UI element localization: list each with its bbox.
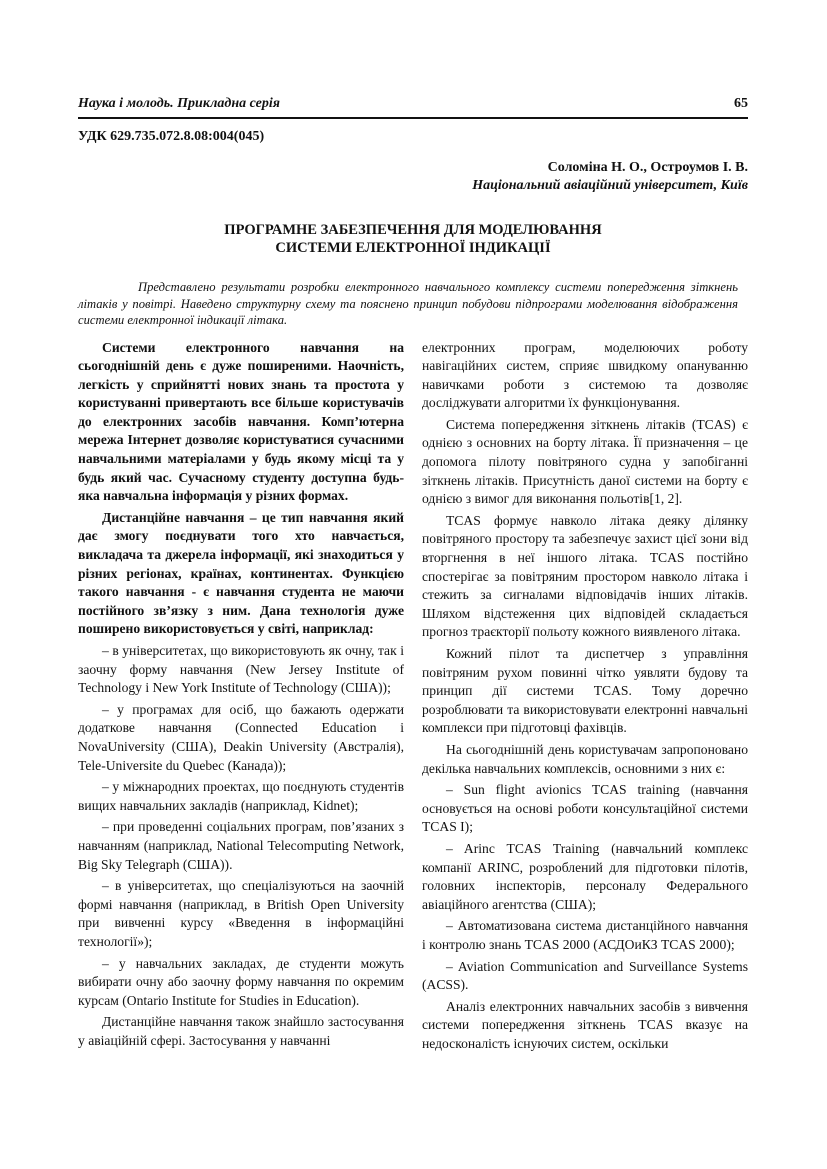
paragraph: На сьогоднішній день користувачам запропоновано декілька навчальних комплексів, основними з них є:: [422, 741, 748, 776]
list-item: – Aviation Communication and Surveillance Systems (ACSS).: [422, 958, 748, 993]
title-line-2: СИСТЕМИ ЕЛЕКТРОННОЇ ІНДИКАЦІЇ: [275, 240, 551, 256]
paragraph: Система попередження зіткнень літаків (TCAS) є однією з основних на борту літака. Її призначення – це допомога пілоту повітряного судна у запобіганні зіткнень літаків. Присутність даної системи на борту є однією з вимог для виконання польотів[1, 2].: [422, 416, 748, 507]
author-names: Соломіна Н. О., Остроумов І. В.: [547, 160, 748, 175]
page-number: 65: [734, 96, 748, 111]
authors-block: [78, 159, 748, 195]
list-item: – при проведенні соціальних програм, пов’язаних з навчанням (наприклад, National Telecomputing Network, Big Sky Telegraph (США)).: [78, 819, 404, 872]
paragraph: Системи електронного навчання на сьогоднішній день є дуже поширеними. Наочність, легкість у сприйнятті нових знань та простота у користуванні привертають все більше користувачів до електронних засобів навчання. Комп’ютерна мережа Інтернет дозволяє користуватися сучасними навчальними матеріалами у будь якому місці та у будь який час. Сучасному студенту доступна будь-яка навчальна інформація у різних формах.: [78, 339, 404, 504]
paragraph: Дистанційне навчання також знайшло застосування у авіаційній сфері. Застосування у навчанні: [78, 1014, 404, 1048]
list-item: – Arinc TCAS Training (навчальний комплекс компанії ARINC, розроблений для підготовки пілотів, головних інспекторів, персоналу Федерального авіаційного агентства (США);: [422, 840, 748, 912]
author-affiliation: Національний авіаційний університет, Київ: [472, 178, 748, 193]
paragraph: TCAS формує навколо літака деяку ділянку повітряного простору та забезпечує захист цієї зони від вторгнення в неї іншого літака. TCAS постійно спостерігає за повітряним простором навколо літака і стежить за сигналами відповідачів інших літаків. Шляхом відстеження цих відповідей складається прогноз траєкторії польоту кожного виявленого літака.: [422, 512, 748, 640]
udc-code: УДК 629.735.072.8.08:004(045): [78, 129, 265, 144]
list-item: – у програмах для осіб, що бажають одержати додаткове навчання (Connected Education і NovaUniversity (США), Deakin University (Австралія), Tele-Universite du Quebec (Канада));: [78, 701, 404, 773]
paragraph: Кожний пілот та диспетчер з управління повітряним рухом повинні чітко уявляти будову та принцип дії системи TCAS. Тому доречно розроблювати та використовувати електронні навчальні комплекси при підготовці фахівців.: [422, 646, 748, 736]
abstract: Представлено результати розробки електронного навчального комплексу системи попередження зіткнень літаків у повітрі. Наведено структурну схему та пояснено принцип побудови підпрограми моделювання відображення системи електронної індикації літака.: [78, 280, 738, 327]
title-line-1: ПРОГРАМНЕ ЗАБЕЗПЕЧЕННЯ ДЛЯ МОДЕЛЮВАННЯ: [224, 222, 602, 238]
left-column: [78, 339, 404, 1057]
paragraph: Аналіз електронних навчальних засобів з вивчення системи попередження зіткнень TCAS вказує на недосконалість існуючих систем, оскільки: [422, 998, 748, 1051]
paper-title: [78, 221, 748, 257]
list-item: – в університетах, що використовують як очну, так і заочну форму навчання (New Jersey Institute of Technology і New York Institute of Technology (США));: [78, 643, 404, 696]
page: [78, 96, 748, 1056]
list-item: – у міжнародних проектах, що поєднують студентів вищих навчальних закладів (наприклад, Kidnet);: [78, 779, 404, 813]
body-columns: [78, 339, 748, 1057]
paragraph: Дистанційне навчання – це тип навчання який дає змогу поєднувати того хто навчається, викладача та джерела інформації, які знаходиться у різних регіонах, країнах, континентах. Функцією такого навчання - є навчання студента не маючи постійного зв’язку з ним. Дана технологія дуже поширено використовується у світі, наприклад:: [78, 509, 404, 637]
list-item: – Sun flight avionics TCAS training (навчання основується на основі роботи консультаційної системи TCAS I);: [422, 782, 748, 835]
list-item: – Автоматизована система дистанційного навчання і контролю знань TCAS 2000 (АСДОиКЗ TCAS 2000);: [422, 918, 748, 952]
running-header: [78, 96, 748, 119]
right-column: [422, 339, 748, 1057]
paragraph: електронних програм, моделюючих роботу навігаційних систем, сприяє швидкому опануванню навичками роботи з системою та дозволяє досліджувати алгоритми їх функціонування.: [422, 339, 748, 411]
list-item: – в університетах, що спеціалізуються на заочній формі навчання (наприклад, в British Open University при вивченні курсу «Введення в інформаційні технології»);: [78, 878, 404, 949]
journal-title: Наука і молодь. Прикладна серія: [78, 96, 280, 111]
list-item: – у навчальних закладах, де студенти можуть вибирати очну або заочну форму навчання по окремим курсам (Ontario Institute for Studies in Education).: [78, 955, 404, 1008]
